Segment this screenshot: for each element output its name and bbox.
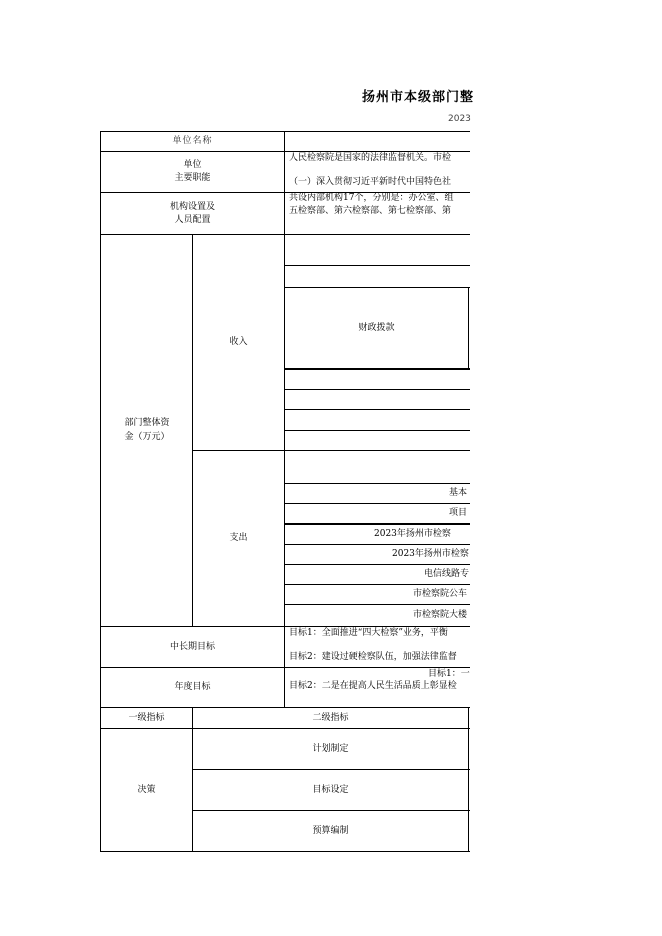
org-label-line1: 机构设置及	[169, 201, 215, 212]
indicator-budget-preparation: 预算编制	[312, 826, 349, 836]
indicator-plan-making: 计划制定	[312, 743, 349, 754]
main-function-text-1: 人民检察院是国家的法律监督机关。市检	[289, 153, 452, 163]
expense-item-5: 电信线路专	[424, 569, 470, 579]
expense-item-7: 市检察院大楼	[413, 610, 468, 620]
main-function-label-line2: 主要职能	[174, 173, 211, 183]
main-function-label-line1: 单位	[183, 160, 202, 170]
expense-item-4: 2023年扬州市检察	[392, 549, 469, 559]
funds-label: 部门整体资金（万元）	[124, 418, 170, 442]
expense-item-3: 2023年扬州市检察	[374, 529, 451, 539]
expense-item-basic: 基本	[449, 488, 468, 498]
expense-item-project: 项目	[449, 508, 468, 518]
expense-label: 支出	[229, 533, 248, 543]
org-text-1: 共设内部机构17个，分别是：办公室、组	[289, 193, 454, 203]
indicator-goal-setting: 目标设定	[312, 784, 349, 795]
annual-goal-text-2: 目标2：二是在提高人民生活品质上彰显检	[289, 681, 457, 691]
unit-name-label: 单位名称	[172, 136, 213, 146]
org-label	[101, 193, 284, 234]
annual-goal-text-1: 目标1：一	[428, 669, 470, 679]
main-function-text-2: （一）深入贯彻习近平新时代中国特色社	[289, 177, 452, 187]
expense-item-6: 市检察院公车	[413, 589, 468, 599]
annual-goal-label: 年度目标	[174, 682, 211, 692]
decision-label: 决策	[137, 785, 156, 795]
level1-indicator-header: 一级指标	[128, 712, 165, 723]
main-function-label	[101, 152, 284, 192]
mid-long-goal-text-2: 目标2：建设过硬检察队伍，加强法律监督	[289, 652, 457, 662]
org-text-2: 五检察部、第六检察部、第七检察部、第	[289, 206, 452, 216]
income-label: 收入	[229, 336, 248, 347]
level2-indicator-header: 二级指标	[312, 712, 349, 723]
fiscal-allocation-label: 财政拨款	[358, 322, 395, 333]
report-year: 2023	[448, 114, 471, 124]
mid-long-goal-text-1: 目标1：全面推进“四大检察”业务，平衡	[289, 628, 448, 638]
org-label-line2: 人员配置	[174, 214, 211, 225]
page-title: 扬州市本级部门整	[362, 90, 475, 105]
mid-long-term-goal-label: 中长期目标	[169, 641, 215, 652]
